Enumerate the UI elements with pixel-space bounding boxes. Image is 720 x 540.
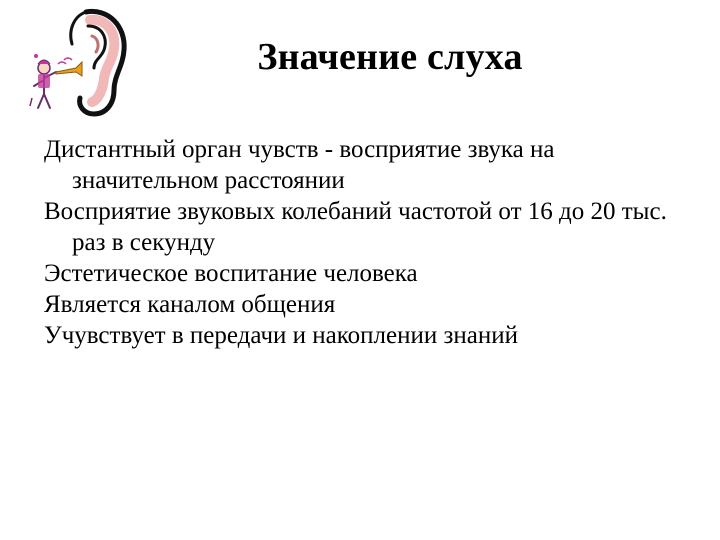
- bullet-item: Дистантный орган чувств - восприятие звука на значительном расстоянии: [44, 136, 555, 194]
- slide-title: Значение слуха: [257, 36, 523, 78]
- bullet-item: Эстетическое воспитание человека: [44, 260, 418, 287]
- bullet-item: Является каналом общения: [44, 291, 336, 318]
- ear-with-musician-icon: [28, 6, 132, 118]
- bullet-item: Учувствует в передачи и накоплении знаний: [44, 322, 518, 349]
- bullet-item: Восприятие звуковых колебаний частотой от 16 до 20 тыс. раз в секунду: [44, 198, 667, 256]
- bullet-list: [44, 134, 684, 351]
